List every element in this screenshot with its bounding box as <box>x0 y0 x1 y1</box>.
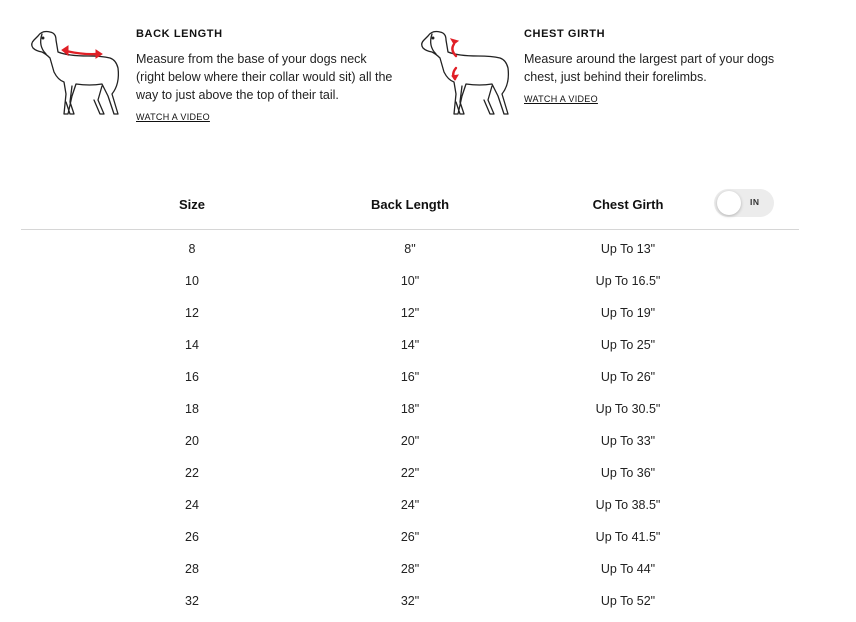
dog-chest-girth-icon <box>418 24 514 118</box>
cell-chest-girth: Up To 16.5" <box>595 274 661 288</box>
dog-back-length-icon <box>28 24 124 118</box>
cell-chest-girth: Up To 25" <box>600 338 656 352</box>
unit-toggle[interactable] <box>714 189 774 217</box>
cell-size: 22 <box>185 466 199 480</box>
table-row <box>21 582 799 614</box>
cell-size: 10 <box>185 274 199 288</box>
cell-chest-girth: Up To 44" <box>600 562 656 576</box>
cell-back-length: 14" <box>400 338 420 352</box>
cell-chest-girth: Up To 52" <box>600 594 656 608</box>
table-body <box>21 230 799 614</box>
table-row <box>21 422 799 454</box>
cell-chest-girth: Up To 41.5" <box>595 530 661 544</box>
back-length-title: BACK LENGTH <box>136 28 223 40</box>
cell-chest-girth: Up To 19" <box>600 306 656 320</box>
cell-back-length: 10" <box>400 274 420 288</box>
cell-chest-girth: Up To 33" <box>600 434 656 448</box>
cell-back-length: 16" <box>400 370 420 384</box>
back-length-watch-video-link[interactable]: WATCH A VIDEO <box>136 112 210 122</box>
chest-girth-title: CHEST GIRTH <box>524 28 606 40</box>
size-chart-table <box>21 186 799 614</box>
cell-size: 28 <box>185 562 199 576</box>
back-length-card <box>28 24 398 124</box>
table-row <box>21 326 799 358</box>
cell-chest-girth: Up To 36" <box>600 466 656 480</box>
chest-girth-description: Measure around the largest part of your dogs chest, just behind their forelimbs. <box>524 52 775 84</box>
cell-chest-girth: Up To 13" <box>600 242 656 256</box>
table-row <box>21 486 799 518</box>
cell-back-length: 20" <box>400 434 420 448</box>
cell-size: 12 <box>185 306 199 320</box>
table-row <box>21 262 799 294</box>
cell-back-length: 8" <box>404 242 416 256</box>
table-row <box>21 294 799 326</box>
cell-back-length: 26" <box>400 530 420 544</box>
table-row <box>21 518 799 550</box>
table-header <box>21 186 799 230</box>
cell-size: 14 <box>185 338 199 352</box>
unit-toggle-label: IN <box>750 197 760 207</box>
table-row <box>21 390 799 422</box>
cell-size: 26 <box>185 530 199 544</box>
cell-size: 24 <box>185 498 199 512</box>
cell-size: 20 <box>185 434 199 448</box>
cell-size: 8 <box>188 242 196 256</box>
cell-back-length: 32" <box>400 594 420 608</box>
back-length-description: Measure from the base of your dogs neck (right below where their collar would sit) all the way to just above the top of their tail. <box>136 52 393 102</box>
cell-back-length: 22" <box>400 466 420 480</box>
cell-back-length: 12" <box>400 306 420 320</box>
cell-size: 32 <box>185 594 199 608</box>
chest-girth-watch-video-link[interactable]: WATCH A VIDEO <box>524 94 598 104</box>
header-back-length: Back Length <box>370 197 450 212</box>
table-row <box>21 358 799 390</box>
cell-chest-girth: Up To 26" <box>600 370 656 384</box>
header-chest-girth: Chest Girth <box>592 197 664 212</box>
toggle-knob[interactable] <box>717 191 741 215</box>
cell-size: 16 <box>185 370 199 384</box>
cell-size: 18 <box>185 402 199 416</box>
table-row <box>21 454 799 486</box>
cell-chest-girth: Up To 38.5" <box>595 498 661 512</box>
header-size: Size <box>178 197 206 212</box>
cell-chest-girth: Up To 30.5" <box>595 402 661 416</box>
cell-back-length: 24" <box>400 498 420 512</box>
table-row <box>21 230 799 262</box>
chest-girth-card <box>418 24 798 124</box>
cell-back-length: 28" <box>400 562 420 576</box>
cell-back-length: 18" <box>400 402 420 416</box>
table-row <box>21 550 799 582</box>
